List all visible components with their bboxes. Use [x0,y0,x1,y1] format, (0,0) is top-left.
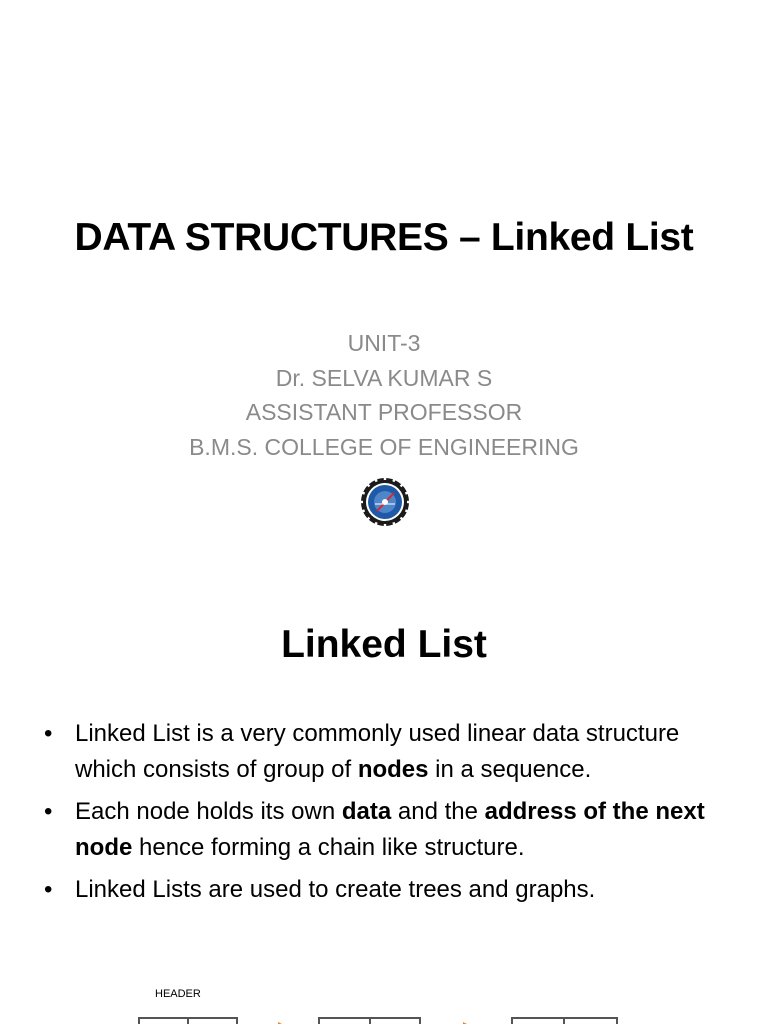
bullet-item [44,716,734,788]
bullet-bold-text: data [341,798,392,825]
bullet-text: in a sequence. [428,756,592,783]
bullet-text: and the [391,798,485,825]
bullet-text: Each node holds its own [75,798,342,825]
bullet-marker: • [44,720,53,747]
bullet-text: Linked Lists are used to create trees and graphs. [75,876,596,903]
slide-title: DATA STRUCTURES – Linked List [74,216,694,259]
header-label: HEADER [155,988,201,1000]
bullet-bold-text: nodes [357,756,429,783]
content-slide [0,576,768,1024]
bullet-item [44,794,734,866]
college-emblem-icon [357,477,413,527]
bullet-bold-text: address of the next node [75,798,705,861]
bullet-list [44,716,734,914]
nodes-graphic [0,980,768,1024]
bullet-text: Linked List is a very commonly used linear data structure which consists of group of [75,720,680,783]
linked-list-diagram [0,980,768,1024]
bullet-text: hence forming a chain like structure. [132,834,525,861]
bullet-marker: • [44,876,53,903]
subtitle-designation: ASSISTANT PROFESSOR [245,399,523,425]
subtitle-college: B.M.S. COLLEGE OF ENGINEERING [189,433,579,460]
subtitle-block [0,326,768,464]
subtitle-unit: UNIT-3 [347,330,421,356]
slide-heading: Linked List [281,623,487,666]
bullet-marker: • [44,798,53,825]
subtitle-author: Dr. SELVA KUMAR S [275,364,493,391]
bullet-item [44,872,734,908]
